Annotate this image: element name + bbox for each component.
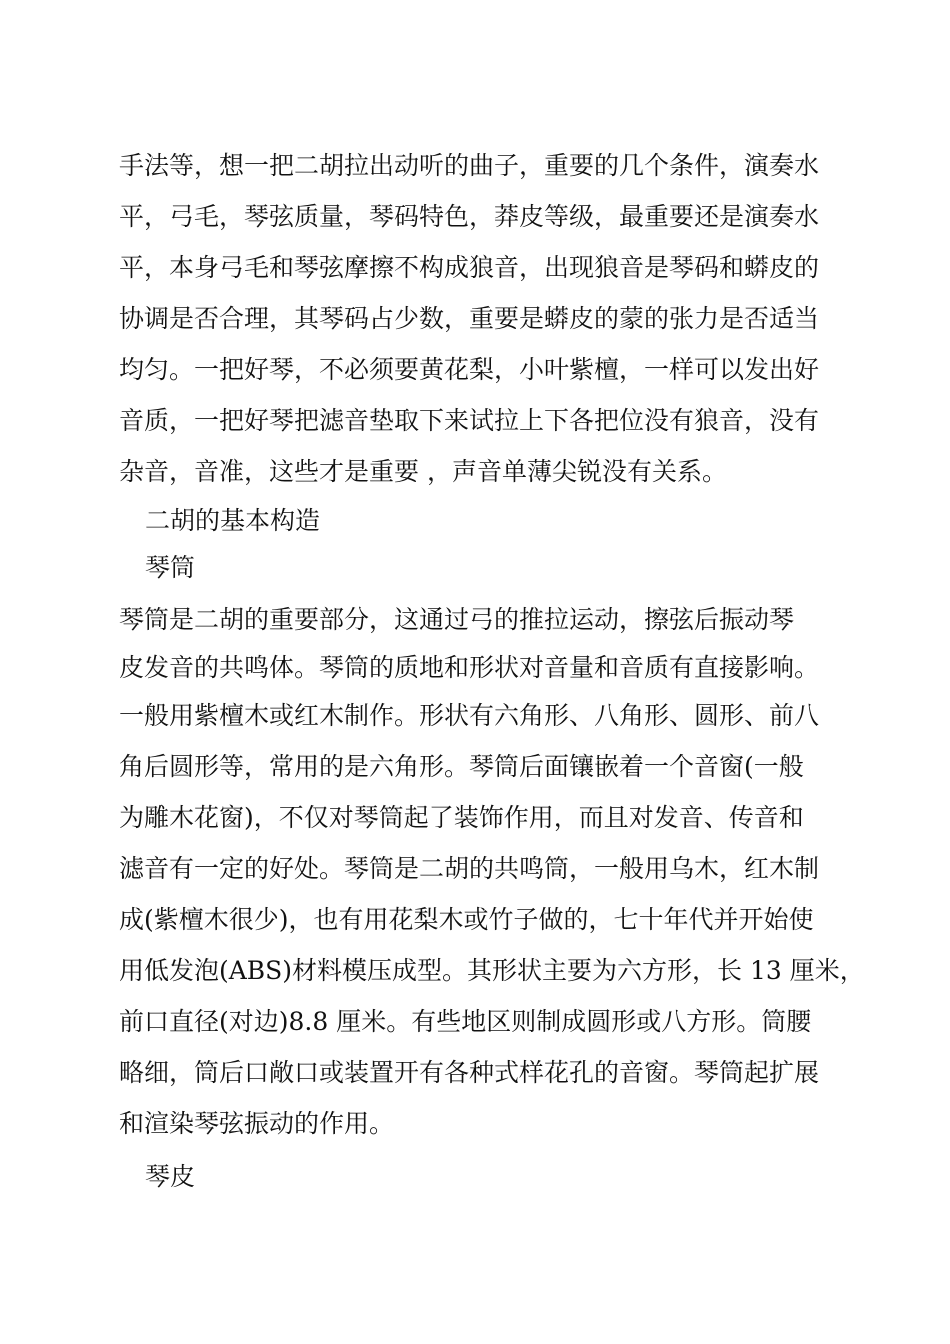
paragraph-1-line-3: 平，本身弓毛和琴弦摩擦不构成狼音，出现狼音是琴码和蟒皮的 <box>119 253 820 282</box>
paragraph-1-line-7: 杂音，音准，这些才是重要 ，声音单薄尖锐没有关系。 <box>119 457 727 486</box>
paragraph-1-line-4: 协调是否合理，其琴码占少数，重要是蟒皮的蒙的张力是否适当 <box>119 304 820 333</box>
paragraph-2-line-1: 琴筒是二胡的重要部分，这通过弓的推拉运动，擦弦后振动琴 <box>119 605 795 634</box>
paragraph-2-line-6: 滤音有一定的好处。琴筒是二胡的共鸣筒，一般用乌木，红木制 <box>119 854 820 883</box>
paragraph-2-line-3: 一般用紫檀木或红木制作。形状有六角形、八角形、圆形、前八 <box>119 701 820 730</box>
paragraph-2-line-10: 略细，筒后口敞口或装置开有各种式样花孔的音窗。琴筒起扩展 <box>119 1058 820 1087</box>
paragraph-1-line-1: 手法等，想一把二胡拉出动听的曲子，重要的几个条件，演奏水 <box>119 151 820 180</box>
paragraph-1-line-6: 音质，一把好琴把滤音垫取下来试拉上下各把位没有狼音，没有 <box>119 406 820 435</box>
paragraph-2-line-2: 皮发音的共鸣体。琴筒的质地和形状对音量和音质有直接影响。 <box>119 653 820 682</box>
paragraph-2-line-8: 用低发泡(ABS)材料模压成型。其形状主要为六方形，长 13 厘米， <box>119 956 865 985</box>
paragraph-2-line-5: 为雕木花窗)，不仅对琴筒起了装饰作用，而且对发音、传音和 <box>119 803 804 832</box>
section-heading-qinpi: 琴皮 <box>145 1162 196 1191</box>
section-heading-structure: 二胡的基本构造 <box>145 506 321 535</box>
section-heading-qintong: 琴筒 <box>145 553 196 582</box>
paragraph-2-line-9: 前口直径(对边)8.8 厘米。有些地区则制成圆形或八方形。筒腰 <box>119 1007 812 1036</box>
paragraph-1-line-2: 平，弓毛，琴弦质量，琴码特色，莽皮等级，最重要还是演奏水 <box>119 202 820 231</box>
paragraph-2-line-11: 和渲染琴弦振动的作用。 <box>119 1109 395 1138</box>
paragraph-1-line-5: 均匀。一把好琴，不必须要黄花梨，小叶紫檀，一样可以发出好 <box>119 355 820 384</box>
paragraph-2-line-4: 角后圆形等，常用的是六角形。琴筒后面镶嵌着一个音窗(一般 <box>119 752 804 781</box>
paragraph-2-line-7: 成(紫檀木很少)，也有用花梨木或竹子做的，七十年代并开始使 <box>119 905 814 934</box>
